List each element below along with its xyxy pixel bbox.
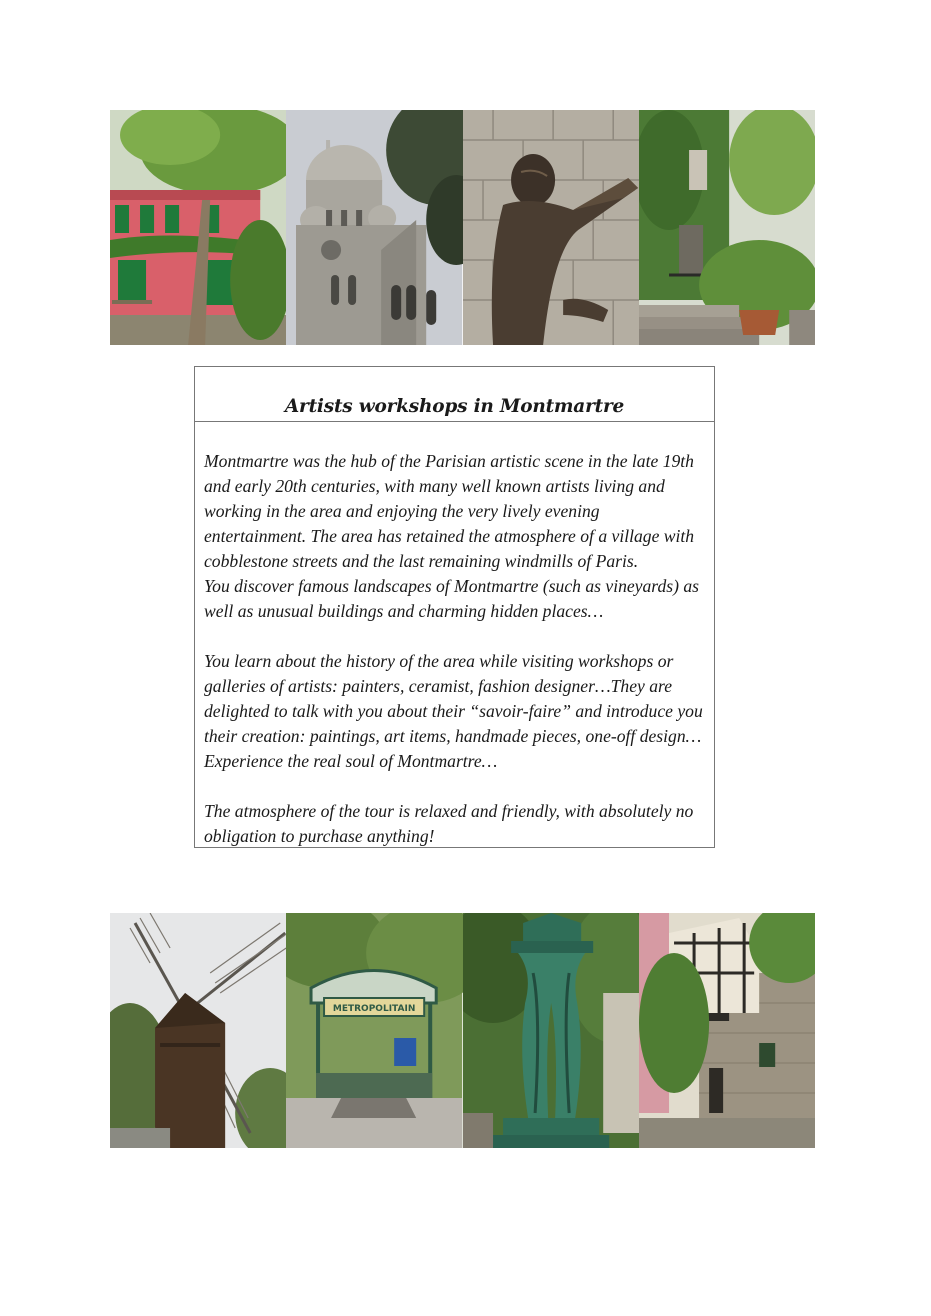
photo-wallace-fountain (463, 913, 639, 1148)
photo-metro-entrance (286, 913, 462, 1148)
top-photo-strip (110, 110, 815, 345)
photo-windmill (110, 913, 286, 1148)
photo-sacre-coeur (286, 110, 462, 345)
photo-pink-house (110, 110, 286, 345)
metro-sign-text: METROPOLITAIN (333, 1004, 416, 1014)
photo-ivy-house (639, 110, 815, 345)
paragraph-atmosphere: The atmosphere of the tour is relaxed and friendly, with absolutely no obligation to purchase anything! (204, 801, 694, 846)
paragraph-intro: Montmartre was the hub of the Parisian artistic scene in the late 19th and early 20th centuries, with many well known artists living and working in the area and enjoying the very lively evening entertainment. The area has retained the atmosphere of a village with cobblestone streets and the last remaining windmills of Paris. You discover famous landscapes of Montmartre (such as vineyards) as well as unusual buildings and charming hidden places… (204, 451, 700, 621)
paragraph-gap (204, 624, 706, 649)
article-title: Artists workshops in Montmartre (284, 396, 625, 417)
paragraph-gap (204, 774, 706, 799)
paragraph-history: You learn about the history of the area while visiting workshops or galleries of artists: painters, ceramist, fashion designer…They are delighted to talk with you about their “savoir-faire” and introduce you their creation: paintings, art items, handmade pieces, one-off design… Experience the real soul of Montmartre… (204, 651, 703, 771)
bottom-photo-strip (110, 913, 815, 1148)
title-row (195, 367, 714, 422)
photo-wall-sculpture (463, 110, 639, 345)
article-box (194, 366, 715, 848)
photo-timbered-house (639, 913, 815, 1148)
article-body (195, 422, 714, 849)
